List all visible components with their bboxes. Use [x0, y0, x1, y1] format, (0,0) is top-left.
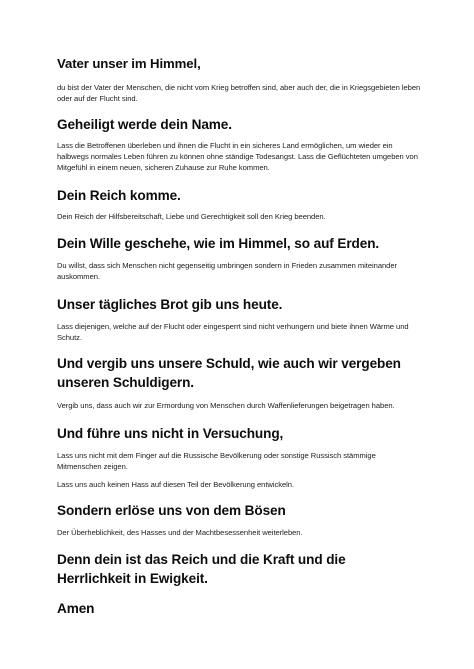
- section-heading-brot: Unser tägliches Brot gib uns heute.: [57, 297, 283, 312]
- section-text-erloese: Der Überheblichkeit, des Hasses und der Machtbesessenheit weiterleben.: [57, 528, 303, 537]
- prayer-document: [57, 55, 422, 617]
- section-heading-schuld: Und vergib uns unsere Schuld, wie auch wir vergeben unseren Schuldigern.: [57, 356, 401, 390]
- section-text-schuld: Vergib uns, dass auch wir zur Ermordung von Menschen durch Waffenlieferungen beigetragen haben.: [57, 401, 395, 410]
- section-heading-geheiligt: Geheiligt werde dein Name.: [57, 117, 232, 132]
- section-text-brot: Lass diejenigen, welche auf der Flucht oder eingesperrt sind nicht verhungern und biete ihnen Wärme und Schutz.: [57, 322, 409, 342]
- section-text-versuchung-2: Lass uns auch keinen Hass auf diesen Teil der Bevölkerung entwickeln.: [57, 480, 295, 489]
- section-heading-wille: Dein Wille geschehe, wie im Himmel, so auf Erden.: [57, 236, 380, 251]
- section-heading-versuchung: Und führe uns nicht in Versuchung,: [57, 426, 284, 441]
- section-heading-amen: Amen: [57, 601, 95, 616]
- section-text-geheiligt: Lass die Betroffenen überleben und ihnen die Flucht in ein sicheres Land ermöglichen, um wieder ein halbwegs normales Leben führen zu können ohne ständige Todesangst. Lass die Geflüchteten umgeben von Mitgefühl in einem neuen, sicheren Zuhause zur Ruhe kommen.: [57, 141, 418, 172]
- section-heading-erloese: Sondern erlöse uns von dem Bösen: [57, 503, 286, 518]
- section-heading-vater-unser: Vater unser im Himmel,: [57, 56, 201, 71]
- section-text-reich: Dein Reich der Hilfsbereitschaft, Liebe und Gerechtigkeit soll den Krieg beenden.: [57, 212, 326, 221]
- section-text-versuchung-1: Lass uns nicht mit dem Finger auf die Russische Bevölkerung oder sonstige Russisch stämmige Mitmenschen zeigen.: [57, 451, 376, 471]
- section-text-vater-unser: du bist der Vater der Menschen, die nicht vom Krieg betroffen sind, aber auch der, die in Kriegsgebieten leben oder auf der Flucht sind.: [57, 83, 421, 103]
- section-heading-doxologie: Denn dein ist das Reich und die Kraft und die Herrlichkeit in Ewigkeit.: [57, 552, 346, 586]
- section-text-wille: Du willst, dass sich Menschen nicht gegenseitig umbringen sondern in Frieden zusammen miteinander auskommen.: [57, 261, 397, 281]
- section-heading-reich: Dein Reich komme.: [57, 188, 181, 203]
